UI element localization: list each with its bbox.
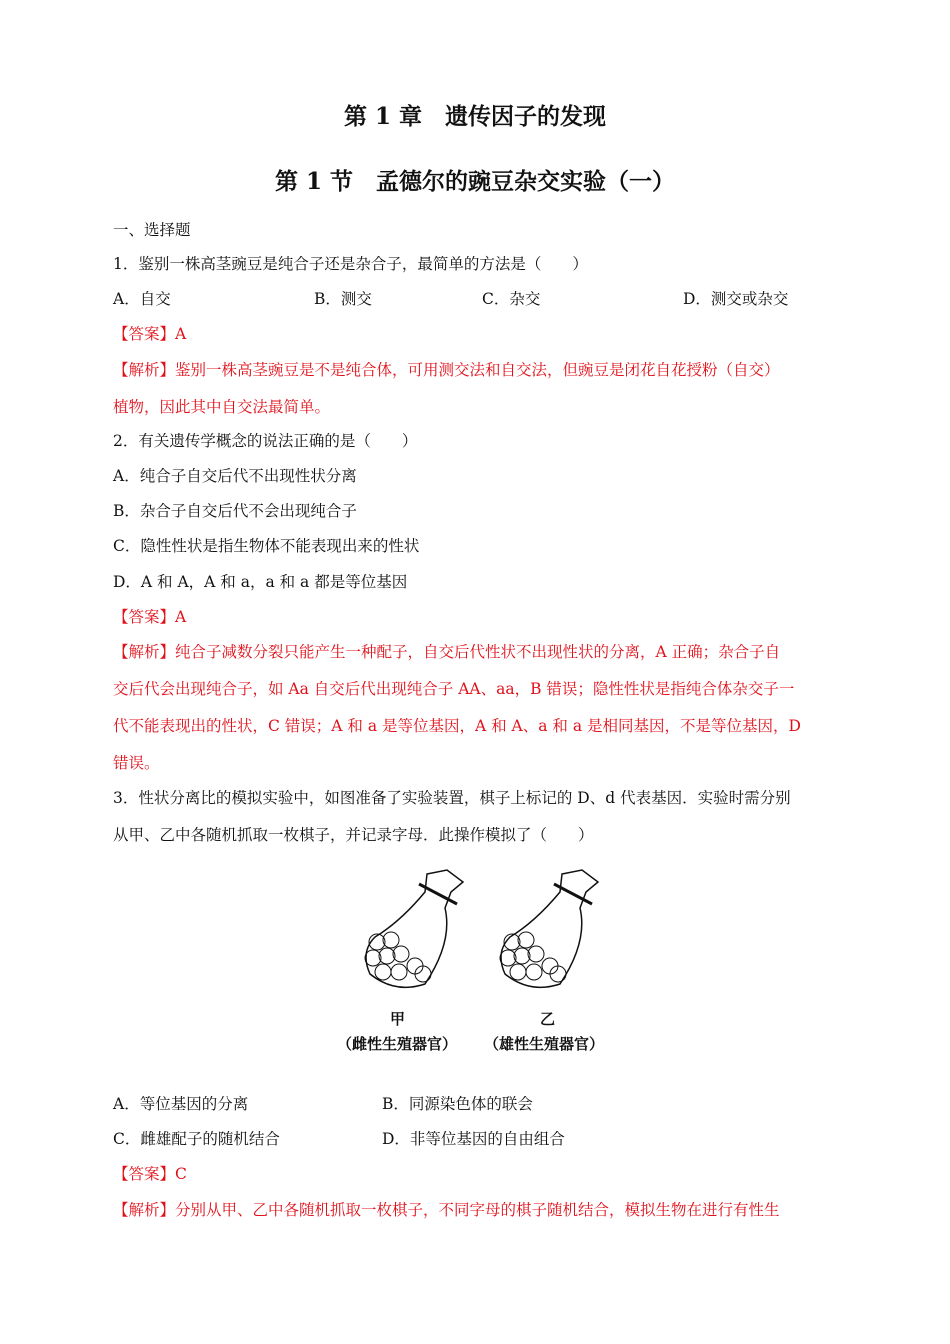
q2-option-c: C．隐性性状是指生物体不能表现出来的性状 xyxy=(113,537,420,555)
q1-option-b: B．测交 xyxy=(314,290,372,308)
q3-analysis: 【解析】分别从甲、乙中各随机抓取一枚棋子，不同字母的棋子随机结合，模拟生物在进行有性生 xyxy=(113,1201,780,1219)
q3-option-a: A．等位基因的分离 xyxy=(113,1095,249,1113)
q3-stem: 3．性状分离比的模拟实验中，如图准备了实验装置，棋子上标记的 D、d 代表基因．实验时需分别 xyxy=(113,789,791,807)
q1-analysis: 【解析】鉴别一株高茎豌豆是不是纯合体，可用测交法和自交法，但豌豆是闭花自花授粉（自交） xyxy=(113,361,780,379)
bag-left-icon xyxy=(365,870,463,987)
q3-option-b: B．同源染色体的联会 xyxy=(382,1095,533,1113)
q1-stem: 1．鉴别一株高茎豌豆是纯合子还是杂合子，最简单的方法是（ ） xyxy=(113,255,588,273)
q3-stem: 从甲、乙中各随机抓取一枚棋子，并记录字母．此操作模拟了（ ） xyxy=(113,826,594,844)
q2-analysis: 【解析】纯合子减数分裂只能产生一种配子，自交后代性状不出现性状的分离，A 正确；杂合子自 xyxy=(113,643,781,661)
q2-option-b: B．杂合子自交后代不会出现纯合子 xyxy=(113,502,357,520)
q1-option-a: A．自交 xyxy=(113,290,171,308)
q3-option-c: C．雌雄配子的随机结合 xyxy=(113,1130,280,1148)
q1-option-c: C．杂交 xyxy=(482,290,541,308)
q3-answer: 【答案】C xyxy=(113,1165,187,1183)
q2-analysis: 代不能表现出的性状，C 错误；A 和 a 是等位基因，A 和 A、a 和 a 是相同基因，不是等位基因，D xyxy=(113,717,801,735)
q1-analysis: 植物，因此其中自交法最简单。 xyxy=(113,398,331,416)
bag-right-icon xyxy=(500,870,598,987)
section-title: 第 1 节 孟德尔的豌豆杂交实验（一） xyxy=(274,168,676,195)
q1-option-d: D．测交或杂交 xyxy=(683,290,789,308)
figure-right-caption: （雄性生殖器官） xyxy=(484,1035,605,1053)
q2-option-d: D．A 和 A，A 和 a，a 和 a 都是等位基因 xyxy=(113,573,408,591)
figure-right-label: 乙 xyxy=(540,1010,556,1028)
q2-answer: 【答案】A xyxy=(113,608,187,626)
figure-left-label: 甲 xyxy=(390,1010,406,1028)
chapter-title: 第 1 章 遗传因子的发现 xyxy=(343,103,607,130)
part-heading: 一、选择题 xyxy=(113,221,191,239)
q2-stem: 2．有关遗传学概念的说法正确的是（ ） xyxy=(113,432,418,450)
q2-analysis: 交后代会出现纯合子，如 Aa 自交后代出现纯合子 AA、aa，B 错误；隐性性状是指纯合体杂交子一 xyxy=(113,680,795,698)
q2-option-a: A．纯合子自交后代不出现性状分离 xyxy=(113,467,357,485)
q1-answer: 【答案】A xyxy=(113,325,187,343)
bag-figure xyxy=(355,862,615,997)
q3-option-d: D．非等位基因的自由组合 xyxy=(382,1130,565,1148)
q2-analysis: 错误。 xyxy=(113,754,160,772)
figure-left-caption: （雌性生殖器官） xyxy=(337,1035,458,1053)
